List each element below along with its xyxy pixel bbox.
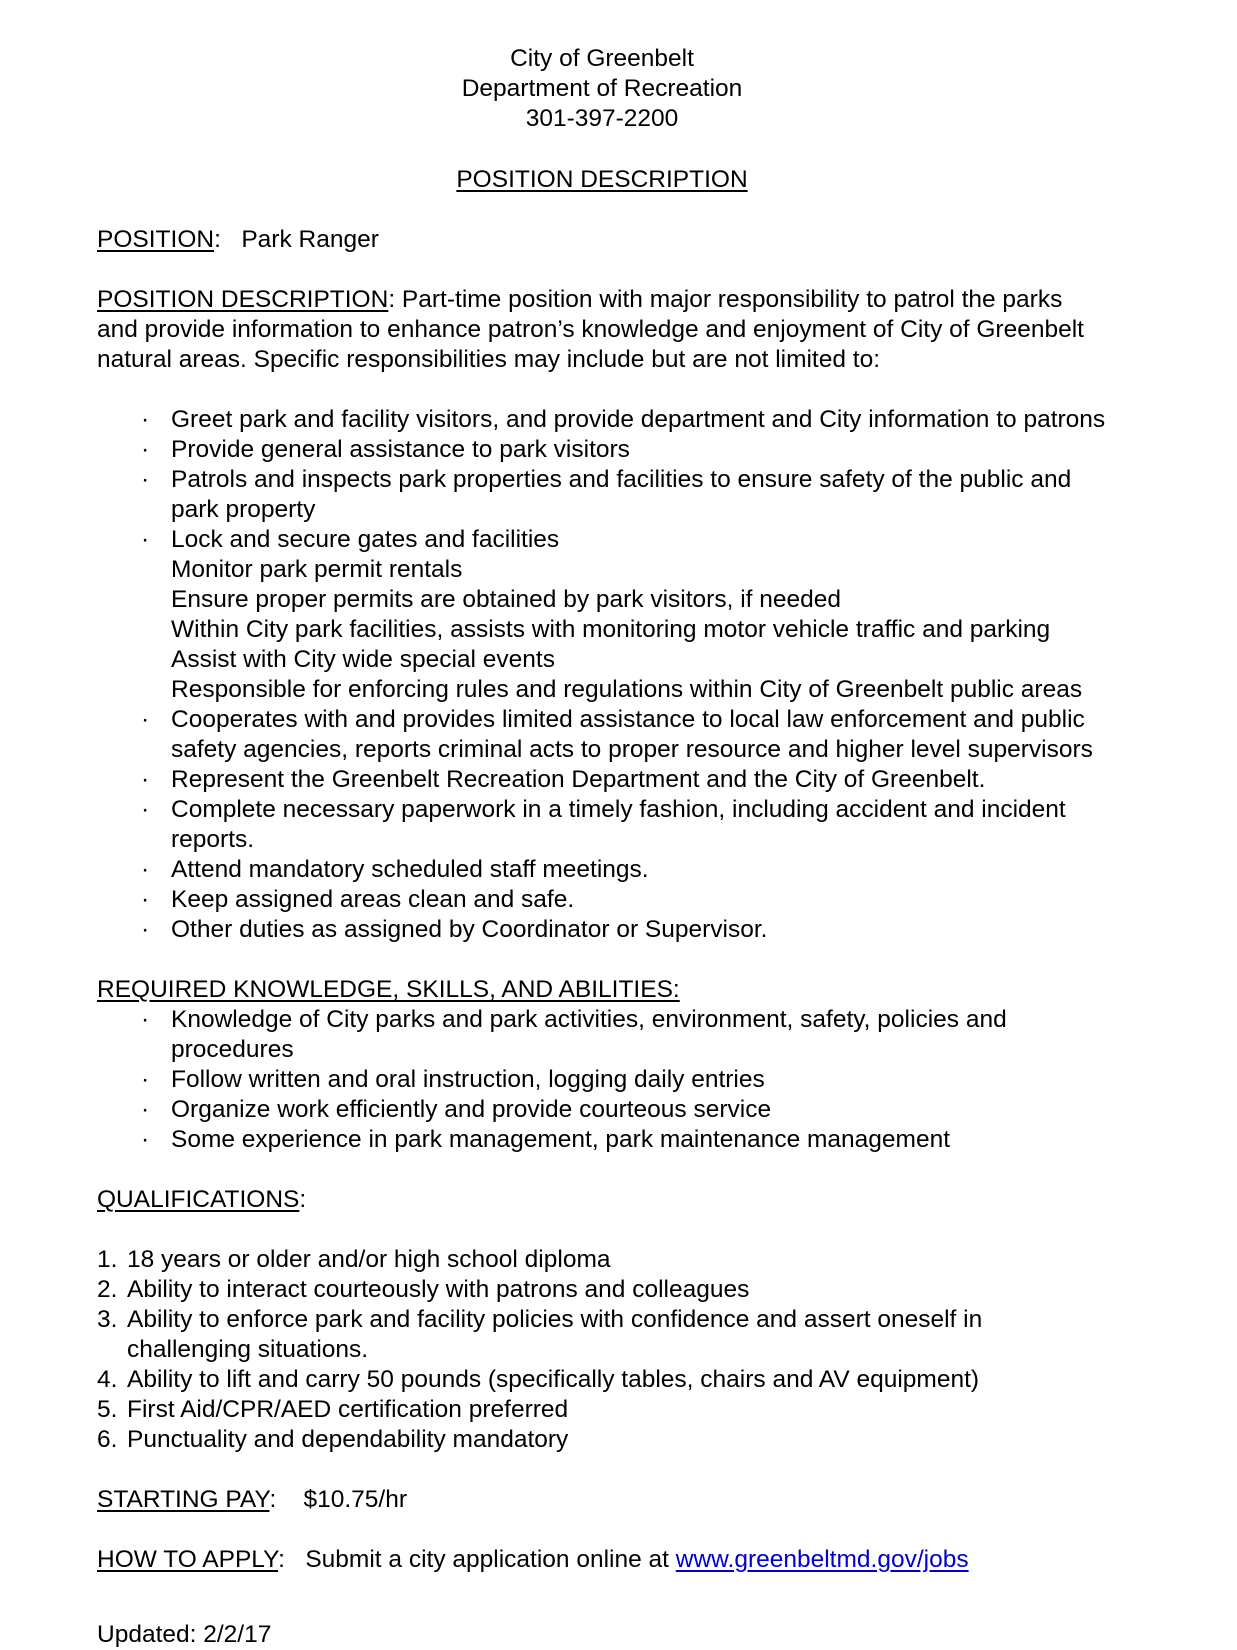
qualification-number: 4. <box>97 1366 118 1393</box>
qualifications-heading <box>97 1185 1107 1215</box>
qualification-item <box>97 1395 1107 1425</box>
duty-item <box>97 585 1107 615</box>
duty-item-text: Keep assigned areas clean and safe. <box>171 886 575 913</box>
qualification-item <box>97 1425 1107 1455</box>
page-title <box>97 165 1107 195</box>
bullet-marker-icon: · <box>141 406 150 433</box>
qualification-item <box>97 1275 1107 1305</box>
rksa-list <box>97 1005 1107 1155</box>
qualifications-heading-colon: : <box>299 1186 307 1213</box>
qualification-item-text: First Aid/CPR/AED certification preferred <box>127 1396 569 1423</box>
duties-list <box>97 405 1107 945</box>
rksa-item <box>97 1095 1107 1125</box>
position-value: Park Ranger <box>241 226 379 253</box>
rksa-item <box>97 1005 1107 1065</box>
duty-item-text: Patrols and inspects park properties and facilities to ensure safety of the public and park property <box>171 466 1072 523</box>
position-label: POSITION <box>97 226 215 253</box>
qualification-item-text: Ability to lift and carry 50 pounds (specifically tables, chairs and AV equipment) <box>127 1366 980 1393</box>
bullet-marker-icon: · <box>141 466 150 493</box>
duty-item <box>97 705 1107 765</box>
application-website-link[interactable]: www.greenbeltmd.gov/jobs <box>675 1546 969 1573</box>
position-colon: : <box>214 226 221 253</box>
bullet-marker-icon: · <box>141 796 150 823</box>
duty-item-text: Responsible for enforcing rules and regulations within City of Greenbelt public areas <box>171 676 1083 703</box>
duty-item-text: Monitor park permit rentals <box>171 556 463 583</box>
duty-item <box>97 525 1107 555</box>
bullet-marker-icon: · <box>141 1096 150 1123</box>
bullet-marker-icon: · <box>141 1006 150 1033</box>
bullet-marker-icon: · <box>141 886 150 913</box>
page-title-text: POSITION DESCRIPTION <box>456 166 748 193</box>
duty-item <box>97 465 1107 525</box>
duty-item <box>97 645 1107 675</box>
duty-item-text: Greet park and facility visitors, and provide department and City information to patrons <box>171 406 1106 433</box>
how-to-apply-text: Submit a city application online at <box>305 1546 676 1573</box>
qualification-number: 5. <box>97 1396 118 1423</box>
starting-pay-colon: : <box>269 1486 277 1513</box>
how-to-apply-colon: : <box>278 1546 285 1573</box>
bullet-marker-icon: · <box>141 916 150 943</box>
duty-item <box>97 435 1107 465</box>
bullet-marker-icon: · <box>141 706 150 733</box>
qualification-number: 3. <box>97 1306 118 1333</box>
rksa-item-text: Knowledge of City parks and park activities, environment, safety, policies and procedures <box>171 1006 1007 1063</box>
qualification-number: 1. <box>97 1246 118 1273</box>
bullet-marker-icon: · <box>141 436 150 463</box>
position-row <box>97 225 1107 255</box>
rksa-item-text: Organize work efficiently and provide courteous service <box>171 1096 772 1123</box>
duty-item-text: Provide general assistance to park visitors <box>171 436 630 463</box>
rksa-item-text: Follow written and oral instruction, logging daily entries <box>171 1066 765 1093</box>
qualification-number: 6. <box>97 1426 118 1453</box>
bullet-marker-icon: · <box>141 1066 150 1093</box>
rksa-item <box>97 1125 1107 1155</box>
bullet-marker-icon: · <box>141 1126 150 1153</box>
qualifications-list <box>97 1245 1107 1455</box>
bullet-marker-icon: · <box>141 766 150 793</box>
starting-pay-row <box>97 1485 1107 1515</box>
position-description-paragraph <box>97 285 1107 375</box>
document-body <box>97 44 1107 1650</box>
department-name: Department of Recreation <box>461 75 743 102</box>
duty-item <box>97 765 1107 795</box>
duty-item-text: Represent the Greenbelt Recreation Department and the City of Greenbelt. <box>171 766 986 793</box>
qualification-number: 2. <box>97 1276 118 1303</box>
duty-item-text: Other duties as assigned by Coordinator or Supervisor. <box>171 916 768 943</box>
position-description-body: Part-time position with major responsibility to patrol the parks and provide information to enhance patron’s knowledge and enjoyment of City of Greenbelt natural areas. Specific responsibilities may include but are not limited to: <box>97 286 1084 373</box>
rksa-item-text: Some experience in park management, park maintenance management <box>171 1126 950 1153</box>
position-description-colon: : <box>388 286 396 313</box>
duty-item <box>97 855 1107 885</box>
organization-name: City of Greenbelt <box>510 45 694 72</box>
how-to-apply-row <box>97 1545 1107 1575</box>
rksa-heading-text: REQUIRED KNOWLEDGE, SKILLS, AND ABILITIES: <box>97 976 680 1003</box>
starting-pay-label: STARTING PAY <box>97 1486 270 1513</box>
duty-item <box>97 915 1107 945</box>
duty-item-text: Lock and secure gates and facilities <box>171 526 560 553</box>
qualifications-heading-text: QUALIFICATIONS <box>97 1186 300 1213</box>
duty-item <box>97 885 1107 915</box>
duty-item <box>97 555 1107 585</box>
phone-number: 301-397-2200 <box>525 105 679 132</box>
qualification-item <box>97 1305 1107 1365</box>
duty-item-text: Within City park facilities, assists with monitoring motor vehicle traffic and parking <box>171 616 1051 643</box>
duty-item <box>97 795 1107 855</box>
bullet-marker-icon: · <box>141 856 150 883</box>
duty-item-text: Complete necessary paperwork in a timely fashion, including accident and incident reports. <box>171 796 1066 853</box>
duty-item-text: Attend mandatory scheduled staff meetings. <box>171 856 649 883</box>
rksa-item <box>97 1065 1107 1095</box>
duty-item-text: Assist with City wide special events <box>171 646 555 673</box>
duty-item <box>97 405 1107 435</box>
duty-item-text: Cooperates with and provides limited assistance to local law enforcement and public safety agencies, reports criminal acts to proper resource and higher level supervisors <box>171 706 1093 763</box>
duty-item <box>97 675 1107 705</box>
qualification-item <box>97 1245 1107 1275</box>
rksa-heading <box>97 975 1107 1005</box>
qualification-item <box>97 1365 1107 1395</box>
letterhead <box>97 44 1107 134</box>
duty-item <box>97 615 1107 645</box>
qualification-item-text: Ability to interact courteously with patrons and colleagues <box>127 1276 750 1303</box>
position-description-label: POSITION DESCRIPTION <box>97 286 389 313</box>
starting-pay-value: $10.75/hr <box>303 1486 408 1513</box>
qualification-item-text: Ability to enforce park and facility policies with confidence and assert oneself in challenging situations. <box>127 1306 983 1363</box>
updated-date: Updated: 2/2/17 <box>97 1621 272 1648</box>
bullet-marker-icon: · <box>141 526 150 553</box>
qualification-item-text: 18 years or older and/or high school diploma <box>127 1246 611 1273</box>
duty-item-text: Ensure proper permits are obtained by park visitors, if needed <box>171 586 842 613</box>
qualification-item-text: Punctuality and dependability mandatory <box>127 1426 569 1453</box>
how-to-apply-label: HOW TO APPLY <box>97 1546 279 1573</box>
